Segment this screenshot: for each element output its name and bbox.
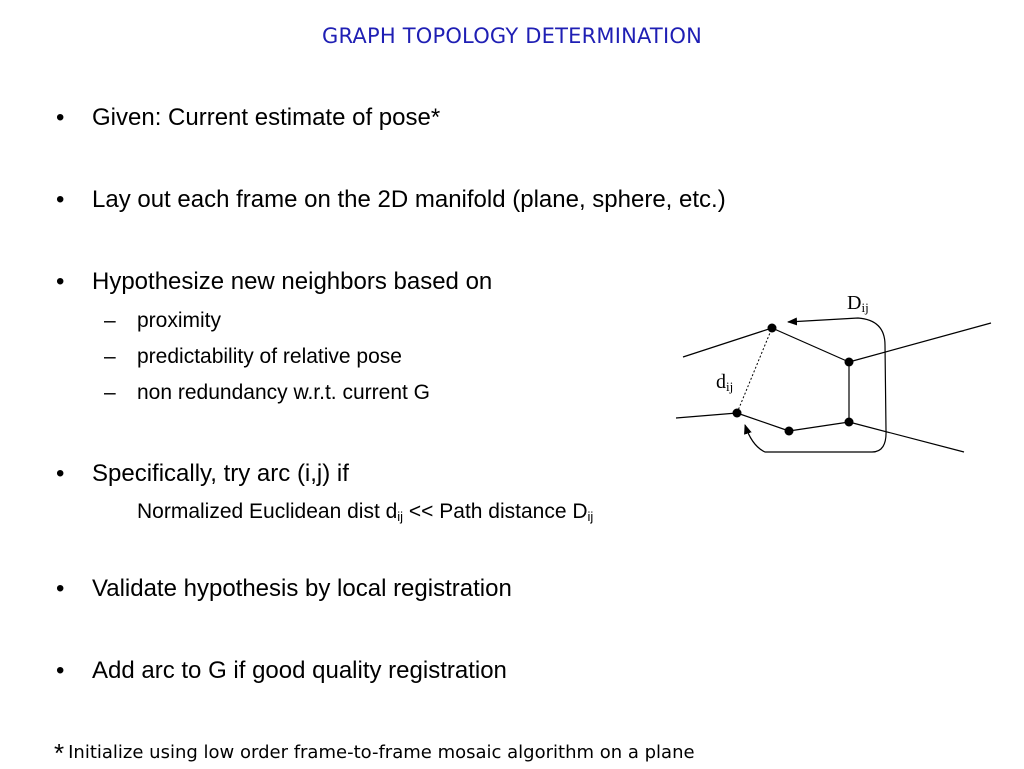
label-path-distance: Dij — [847, 292, 869, 315]
bullet-text: Hypothesize new neighbors based on — [92, 268, 493, 295]
slide-title: GRAPH TOPOLOGY DETERMINATION — [321, 24, 702, 48]
edge-top — [772, 328, 849, 362]
bullet-text: Specifically, try arc (i,j) if — [92, 460, 349, 487]
dash-icon: – — [104, 381, 116, 404]
condition-sub-1: ij — [397, 509, 404, 524]
node — [785, 427, 794, 436]
path-distance-arrow — [745, 318, 886, 452]
edge-lower — [789, 422, 849, 431]
edge-upper-left — [683, 328, 772, 357]
sub-bullet-text: proximity — [137, 309, 222, 332]
edge-lower-right — [849, 422, 964, 452]
bullet-dot-icon: • — [56, 575, 65, 602]
edge-lower-left — [676, 413, 737, 418]
label-euclidean-dist: dij — [716, 371, 734, 394]
bullet-text: Add arc to G if good quality registration — [92, 657, 507, 684]
bullet-text: Lay out each frame on the 2D manifold (plane, sphere, etc.) — [92, 186, 726, 213]
node — [845, 418, 854, 427]
bullet-dot-icon: • — [56, 186, 65, 213]
euclidean-dist-line — [737, 328, 772, 413]
bullet-dot-icon: • — [56, 657, 65, 684]
footnote-text: Initialize using low order frame-to-frame mosaic algorithm on a plane — [68, 742, 695, 763]
sub-bullet-text: predictability of relative pose — [137, 345, 402, 368]
footnote-star: * — [54, 738, 65, 768]
sub-bullet-text: non redundancy w.r.t. current G — [137, 381, 430, 404]
bullet-text: Given: Current estimate of pose* — [92, 104, 441, 131]
edge-upper-right — [849, 323, 991, 362]
edge-lower-mid — [737, 413, 789, 431]
dash-icon: – — [104, 345, 116, 368]
condition-prefix: Normalized Euclidean dist d — [137, 500, 398, 523]
bullet-dot-icon: • — [56, 104, 65, 131]
dash-icon: – — [104, 309, 116, 332]
condition-middle: << Path distance D — [403, 500, 588, 523]
node — [845, 358, 854, 367]
condition-sub-2: ij — [587, 509, 594, 524]
bullet-text: Validate hypothesis by local registration — [92, 575, 512, 602]
node — [733, 409, 742, 418]
node — [768, 324, 777, 333]
footnote — [54, 738, 695, 769]
bullet-dot-icon: • — [56, 460, 65, 487]
bullet-dot-icon: • — [56, 268, 65, 295]
